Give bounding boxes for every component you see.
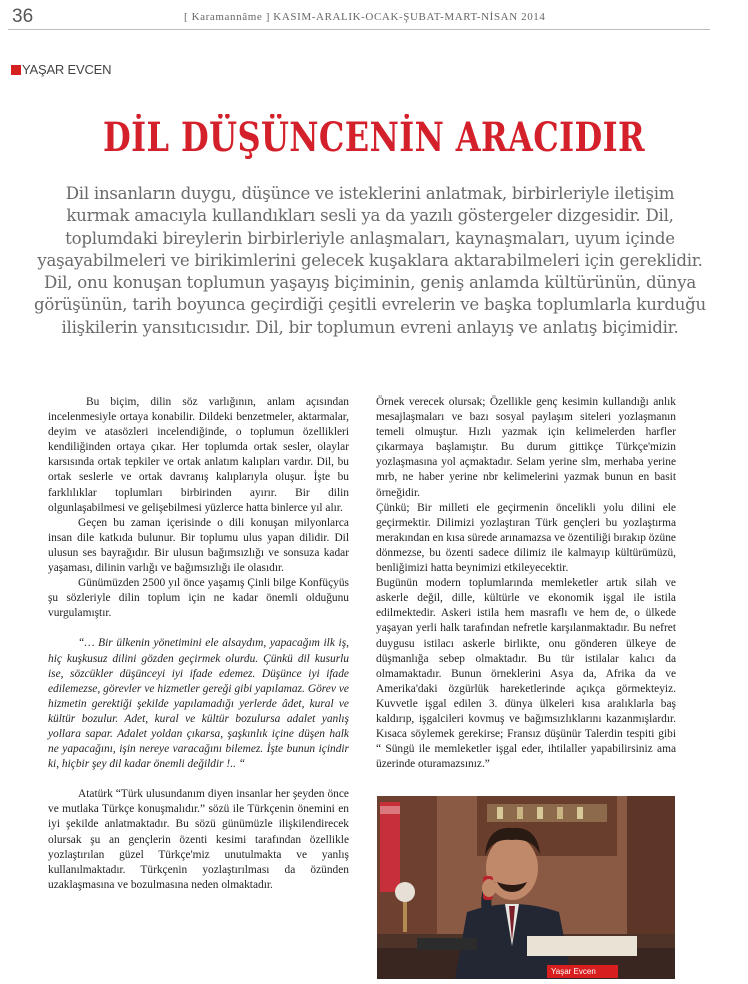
body-paragraph: Günümüzden 2500 yıl önce yaşamış Çinli bilge Konfüçyüs şu sözleriyle dilin toplum için ne kadar önemli olduğunu vurgulamıştır.: [48, 577, 349, 620]
author-marker: [11, 65, 21, 75]
right-column: [376, 395, 676, 772]
header-rule: [8, 29, 710, 30]
author-photo-image: [377, 796, 675, 979]
author-photo: [377, 796, 675, 979]
article-title: DİL DÜŞÜNCENİN ARACIDIR: [103, 114, 645, 161]
photo-caption: Yaşar Evcen: [547, 965, 618, 978]
body-paragraph: Bu biçim, dilin söz varlığının, anlam açısından incelenmesiyle ortaya konabilir. Dildeki benzetmeler, aktarmalar, deyim ve atasözleri incelendiğinde, o toplumun özellikleri kendiliğinden ortaya çıkar. Her toplumda ortak sesler, olaylar karsısında ortak tepkiler ve ortak anlatım kalıpları vardır. Dil, bu ortak seslerle ve ortak davranış kalıplarıyla oluşur. İşte bu farklılıklar toplumları birbirinden ayırır. Bir dilin olgunlaşabilmesi ve gelişebilmesi yüzlerce hatta binlerce yıl alır.: [48, 396, 349, 514]
body-paragraph: Örnek verecek olursak; Özellikle genç kesimin kullandığı anlık mesajlaşmaları ve bazı sosyal paylaşım siteleri yozlaşmanın temeli olmuştur. Hızlı yazmak için kelimelerden harfler çıkarmaya başlamıştır. Bu durum gittikçe Türkçe'mizin yozlaşmasına yol açmaktadır. Selam yerine slm, merhaba yerine mrb, ne haber yerine nbr kelimelerini yazmak bunun en basit örneğidir.: [376, 396, 676, 499]
body-paragraph: Bugünün modern toplumlarında memleketler artık silah ve askerle değil, dille, kültürle ve ekonomik işgal ile istila edilmektedir. Askeri istila hem masraflı ve hem de, o ülkede yaşayan yerli halk tarafından nefretle karşılanmaktadır. Bu nefret duygusu istilacı askerle birlikte, onu gönderen ülkeye de düşmanlığa sebep olmaktadır. Bu tür istilalar kalıcı da olmamaktadır. Bunun örneklerini Asya da, Afrika da ve Amerika'daki özgürlük hareketlerinde açıkça görmekteyiz. Kuvvetle işgal edilen 3. dünya ülkeleri kısa aralıklarla baş kaldırıp, işgalcileri kovmuş ve bağımsızlıklarını kazanmışlardır. Kısaca söylemek gerekirse; Fransız düşünür Talerdin tespiti gibi “ Süngü ile memleketler işgal eder, ihtilaller yapabilirsiniz ama üzerinde oturamazsınız.”: [376, 577, 676, 771]
author-byline: [11, 62, 111, 77]
left-column: [48, 395, 349, 893]
body-paragraph: Geçen bu zaman içerisinde o dili konuşan milyonlarca insan dile katkıda bulunur. Bir toplumu ulus yapan dilidir. Dil ulusun ses bayrağıdır. Bir ulusun bağımsızlığı ve sonsuza kadar yaşaması, dilinin varlığı ve bağımsızlığı ile olasıdır.: [48, 516, 349, 575]
body-paragraph: Atatürk “Türk ulusundanım diyen insanlar her şeyden önce ve mutlaka Türkçe konuşmalıdır.” sözü ile Türkçenin önemini en iyi şekilde anlatmaktadır. Bu sözü günümüzle ilişkilendirecek olursak şu an gençlerin özenti kesimi tarafından özellikle yozlaştırılan güzel Türkçe'miz unutulmakta ve yanlış kullanılmaktadır. Türkçenin yozlaştırılması da özünden uzaklaşmasına ve bozulmasına neden olmaktadır.: [48, 788, 349, 891]
author-name: YAŞAR EVCEN: [22, 62, 112, 77]
page-number: 36: [12, 6, 34, 27]
confucius-quote: “… Bir ülkenin yönetimini ele alsaydım, yapacağım ilk iş, hiç kuşkusuz dilini gözden geçirmek olurdu. Çünkü dil kusurlu ise, sözcükler düşünceyi iyi ifade edemez. Düşünce iyi ifade edilemezse, görevler ve hizmetler gereği gibi yapılamaz. Görev ve hizmetin gerektiği şekilde yapılamadığı yerlerde âdet, kural ve kültür bozulur. Adet, kural ve kültür bozulursa adalet yanlış yollara sapar. Adalet yoldan çıkarsa, şaşkınlık içine düşen halk ne yapacağını, işin nereye varacağını bilemez. İşte bunun içindir ki, hiçbir şey dil kadar önemli değildir !.. “: [48, 637, 349, 771]
running-header: [ Karamannâme ] KASIM-ARALIK-OCAK-ŞUBAT-MART-NİSAN 2014: [184, 11, 546, 23]
body-paragraph: Çünkü; Bir milleti ele geçirmenin öncelikli yolu dilini ele geçirmektir. Dilimizi yozlaştıran Türk gençleri bu yozlaştırma merakından en kısa sürede arınamazsa ve özentiliği bırakıp özüne dönmezse, bu özenti sadece dilimiz ile kalmayıp kültürümüzü, benliğimizi hatta beynimizi etkileyecektir.: [376, 501, 676, 575]
lead-paragraph: Dil insanların duygu, düşünce ve isteklerini anlatmak, birbirleriyle iletişim kurmak amacıyla kullandıkları sesli ya da yazılı göstergeler dizgesidir. Dil, toplumdaki bireylerin birbirleriyle anlaşmaları, kaynaşmaları, uyum içinde yaşayabilmeleri ve birikimlerini gelecek kuşaklara aktarabilmeleri için gereklidir. Dil, onu konuşan toplumun yaşayış biçiminin, geniş anlamda kültürünün, dünya görüşünün, tarih boyunca geçirdiği çeşitli evrelerin ve başka toplumlarla kurduğu ilişkilerin yansıtıcısıdır. Dil, bir toplumun evreni anlayış ve anlatış biçimidir.: [34, 184, 706, 337]
